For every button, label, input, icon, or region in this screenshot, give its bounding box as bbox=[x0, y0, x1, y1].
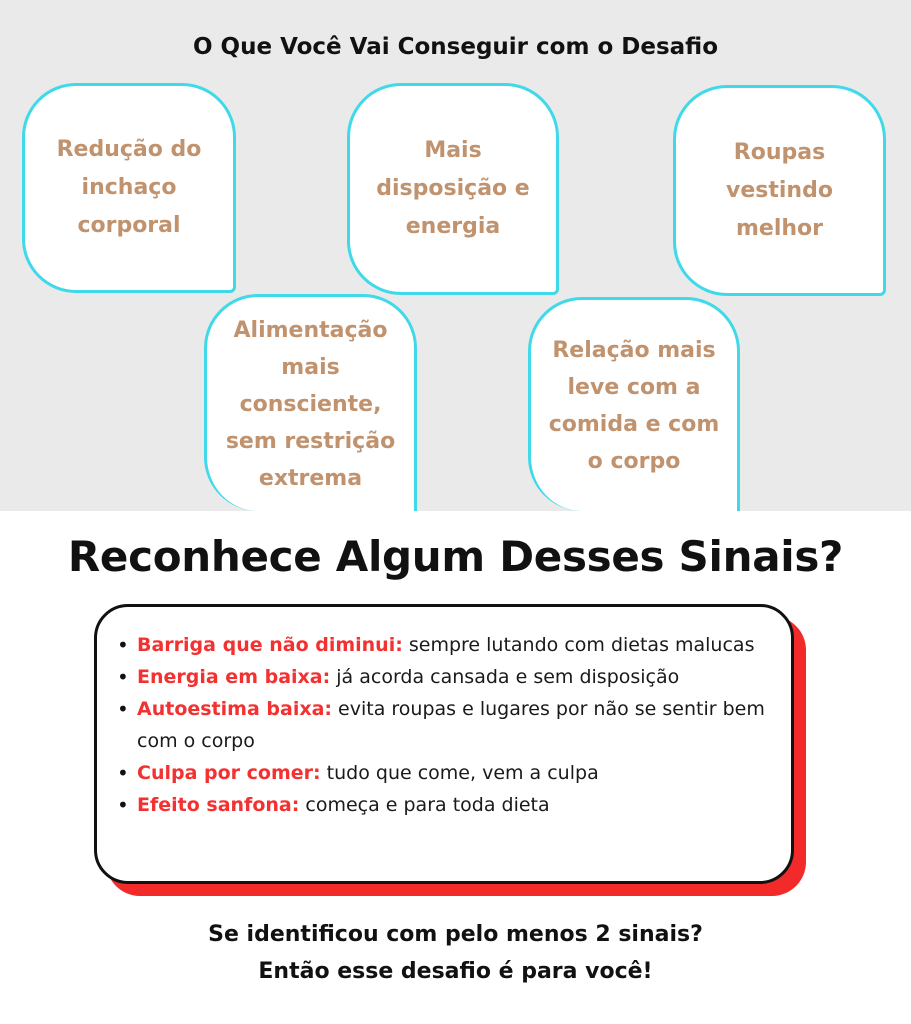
sign-text: já acorda cansada e sem disposição bbox=[330, 666, 680, 688]
benefits-title: O Que Você Vai Conseguir com o Desafio bbox=[192, 34, 718, 60]
sign-text: sempre lutando com dietas malucas bbox=[402, 634, 755, 656]
sign-text: tudo que come, vem a culpa bbox=[320, 762, 599, 784]
benefit-card-relationship bbox=[528, 297, 740, 511]
signs-heading: Reconhece Algum Desses Sinais? bbox=[67, 532, 844, 581]
benefits-section bbox=[0, 0, 911, 511]
benefit-card-text: Relação mais leve com a comida e com o corpo bbox=[548, 337, 720, 474]
bullet-icon: • bbox=[117, 633, 129, 657]
closing-message bbox=[0, 916, 911, 990]
sign-label: Energia em baixa: bbox=[137, 666, 331, 688]
bullet-icon: • bbox=[117, 793, 129, 817]
sign-label: Efeito sanfona: bbox=[137, 794, 300, 816]
benefit-card-text: Mais disposição e energia bbox=[376, 138, 530, 239]
sign-text: começa e para toda dieta bbox=[299, 794, 550, 816]
benefit-card-text: Redução do inchaço corporal bbox=[56, 137, 202, 238]
bullet-icon: • bbox=[117, 665, 129, 689]
sign-label: Culpa por comer: bbox=[137, 762, 321, 784]
benefit-card-text: Alimentação mais consciente, sem restrição extrema bbox=[225, 317, 396, 491]
bullet-icon: • bbox=[117, 761, 129, 785]
benefit-card-eating bbox=[204, 294, 417, 511]
bullet-icon: • bbox=[117, 697, 129, 721]
benefit-card-bloating bbox=[22, 83, 236, 293]
sign-item bbox=[117, 789, 777, 821]
sign-text: evita roupas e lugares por não se sentir bem com o corpo bbox=[137, 698, 765, 752]
benefit-card-text: Roupas vestindo melhor bbox=[726, 139, 833, 241]
benefit-card-energy bbox=[347, 83, 559, 295]
sign-label: Autoestima baixa: bbox=[137, 698, 333, 720]
sign-item bbox=[117, 757, 777, 789]
sign-item bbox=[117, 629, 777, 661]
closing-line-2: Então esse desafio é para você! bbox=[258, 959, 653, 984]
sign-label: Barriga que não diminui: bbox=[137, 634, 403, 656]
signs-list bbox=[117, 629, 777, 821]
closing-line-1: Se identificou com pelo menos 2 sinais? bbox=[208, 922, 703, 947]
benefit-card-clothes bbox=[673, 85, 886, 296]
sign-item bbox=[117, 661, 777, 693]
signs-box bbox=[94, 604, 794, 884]
sign-item bbox=[117, 693, 777, 757]
